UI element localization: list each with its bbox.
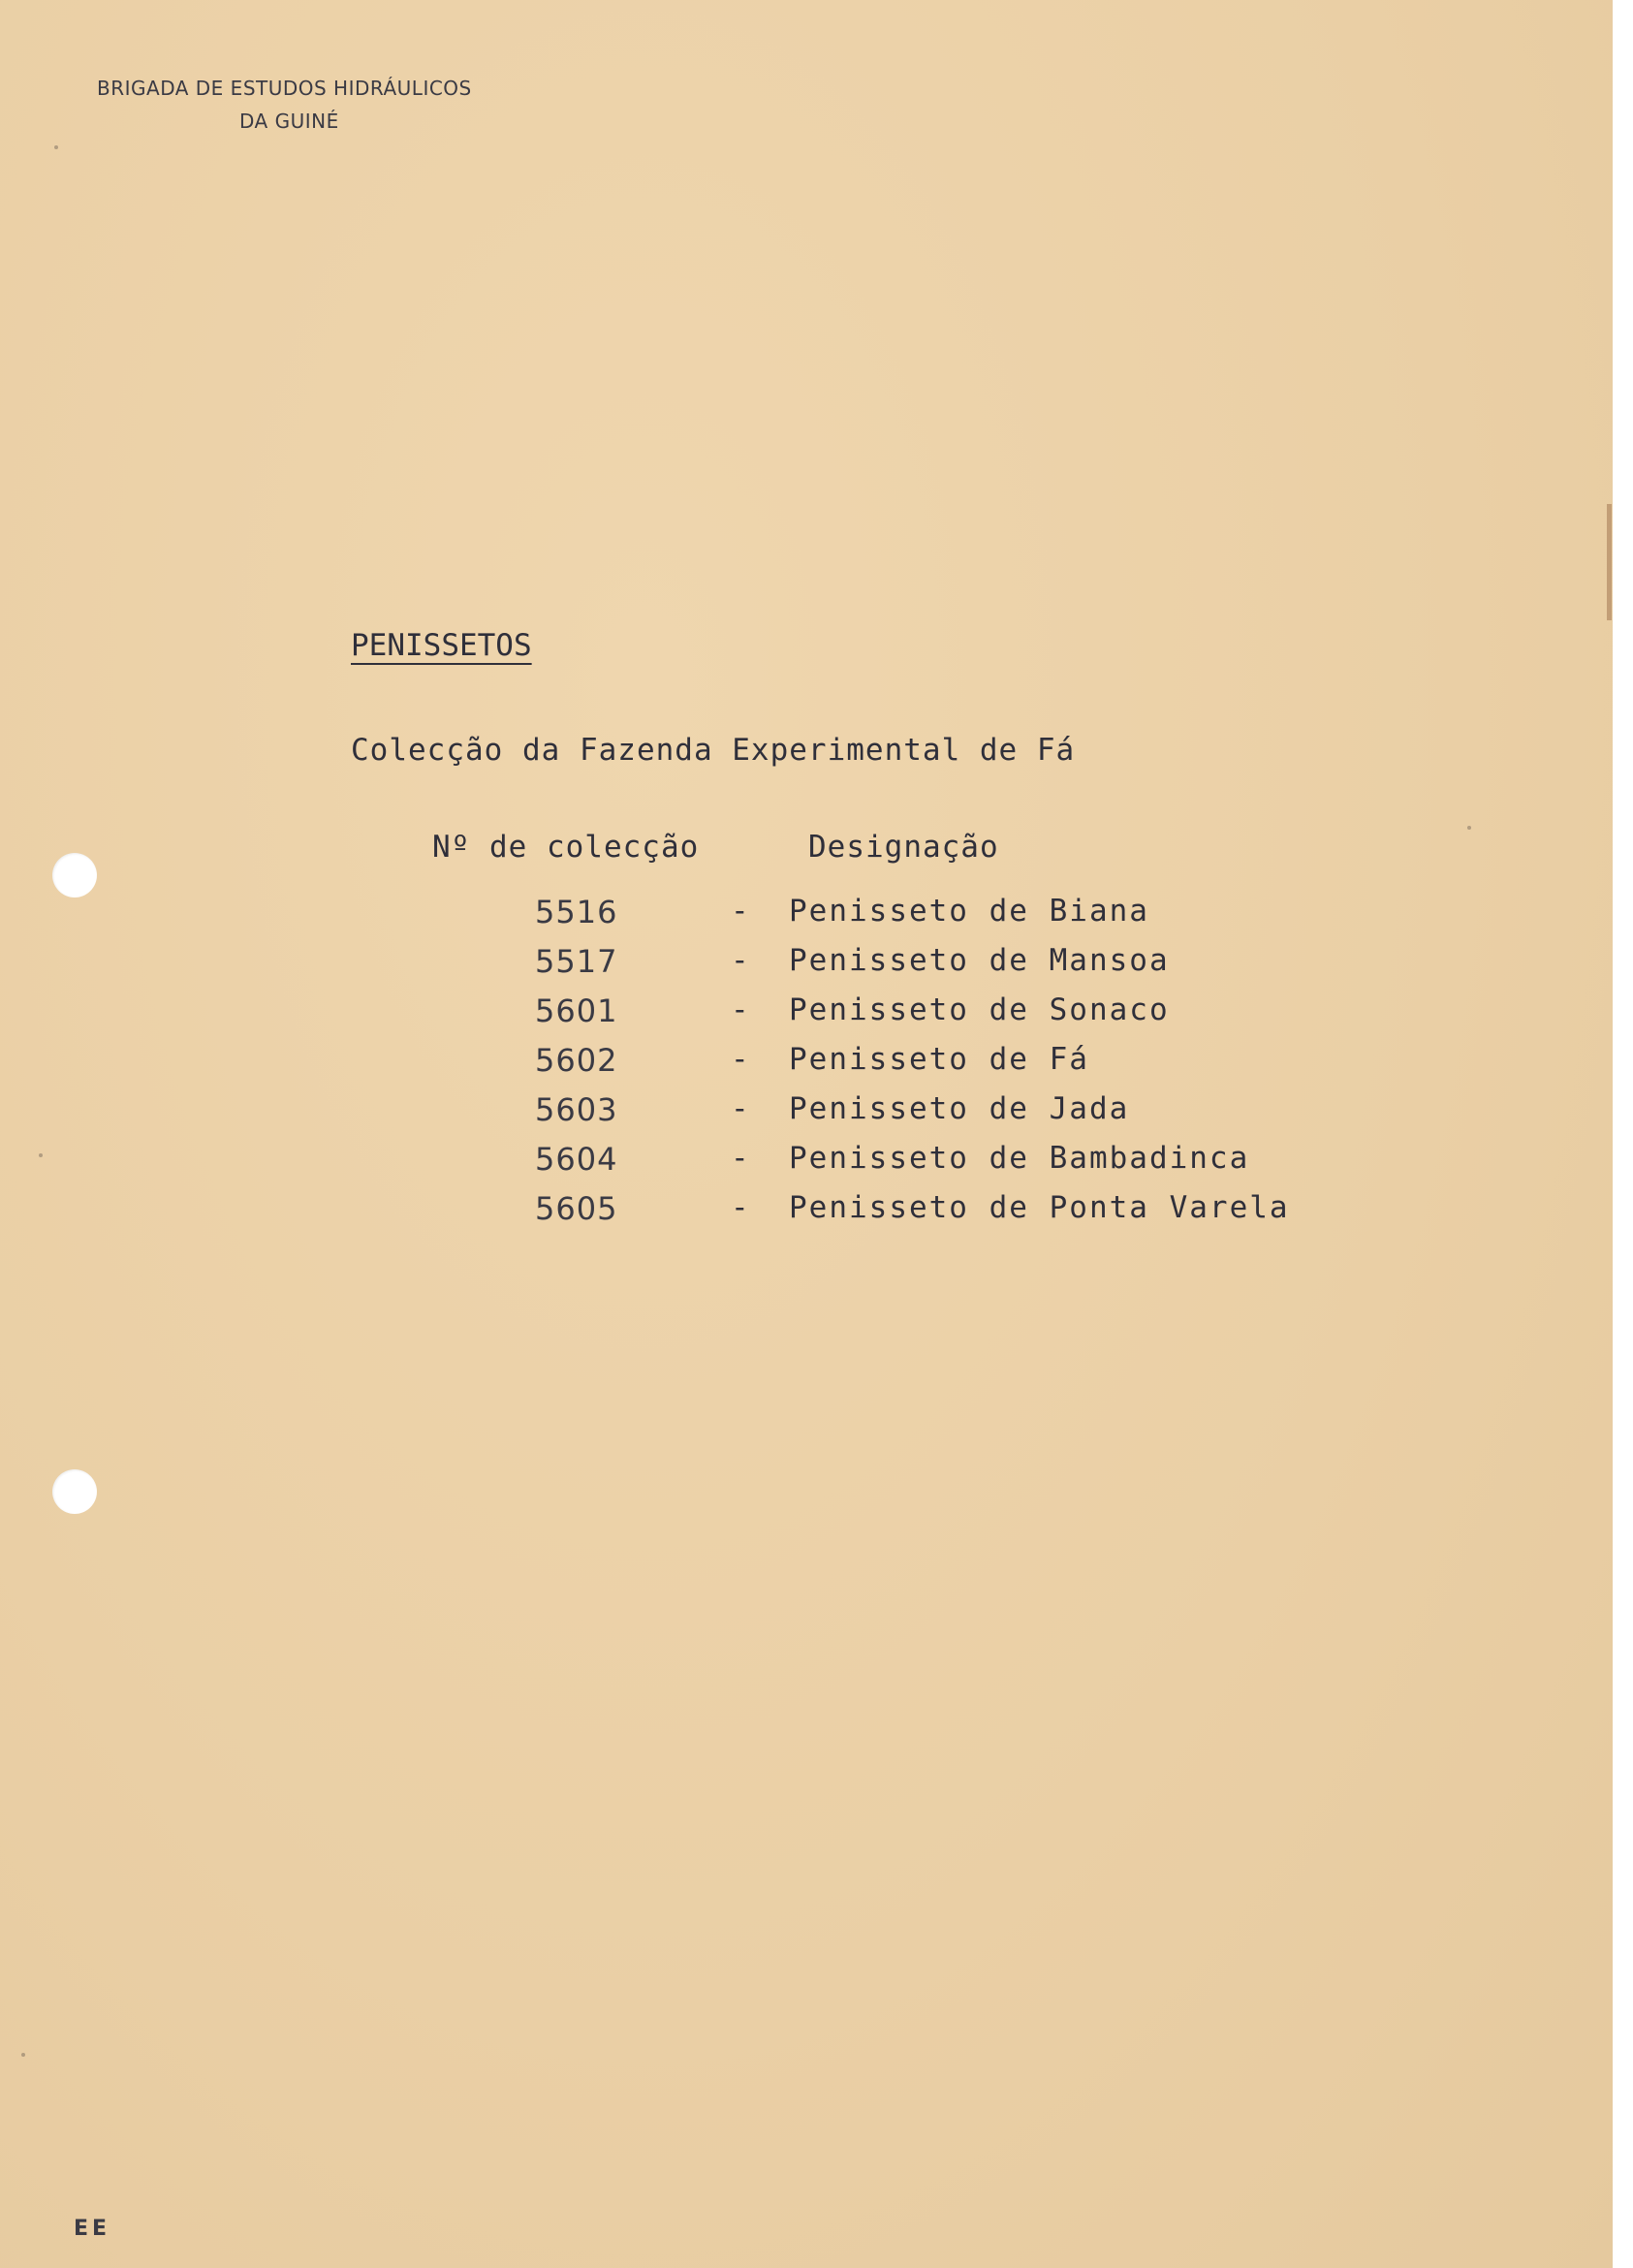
footer-code: EE [74,2217,111,2241]
separator-dash: - [731,894,751,929]
designation: Penisseto de Fá [789,1042,1089,1077]
list-item [0,992,1551,1041]
punch-hole-bottom [52,1469,97,1514]
scan-margin [1613,0,1633,2268]
collection-number: 5604 [535,1141,618,1178]
designation: Penisseto de Ponta Varela [789,1190,1290,1225]
list-item [0,943,1551,992]
separator-dash: - [731,1091,751,1126]
paper-edge-mark [1607,504,1612,620]
separator-dash: - [731,1141,751,1176]
letterhead-line-2: DA GUINÉ [239,110,339,133]
document-subtitle: Colecção da Fazenda Experimental de Fá [351,733,1076,768]
column-header-number: Nº de colecção [432,830,700,865]
list-item [0,894,1551,942]
list-item [0,1141,1551,1189]
separator-dash: - [731,1042,751,1077]
punch-hole-top [52,853,97,898]
paper-speck [1467,826,1471,830]
collection-number: 5517 [535,943,618,980]
collection-number: 5516 [535,894,618,930]
collection-number: 5602 [535,1042,618,1079]
list-item [0,1091,1551,1140]
separator-dash: - [731,943,751,978]
separator-dash: - [731,1190,751,1225]
paper-speck [21,2053,25,2057]
document-title: PENISSETOS [351,628,532,663]
designation: Penisseto de Mansoa [789,943,1170,978]
collection-number: 5605 [535,1190,618,1227]
letterhead [97,72,472,138]
list-item [0,1042,1551,1090]
separator-dash: - [731,992,751,1027]
designation: Penisseto de Jada [789,1091,1130,1126]
column-header-designation: Designação [808,830,999,865]
list-item [0,1190,1551,1239]
designation: Penisseto de Biana [789,894,1149,929]
paper-speck [54,145,58,149]
designation: Penisseto de Bambadinca [789,1141,1250,1176]
collection-number: 5601 [535,992,618,1029]
letterhead-line-1: BRIGADA DE ESTUDOS HIDRÁULICOS [97,77,472,100]
designation: Penisseto de Sonaco [789,992,1170,1027]
collection-number: 5603 [535,1091,618,1128]
